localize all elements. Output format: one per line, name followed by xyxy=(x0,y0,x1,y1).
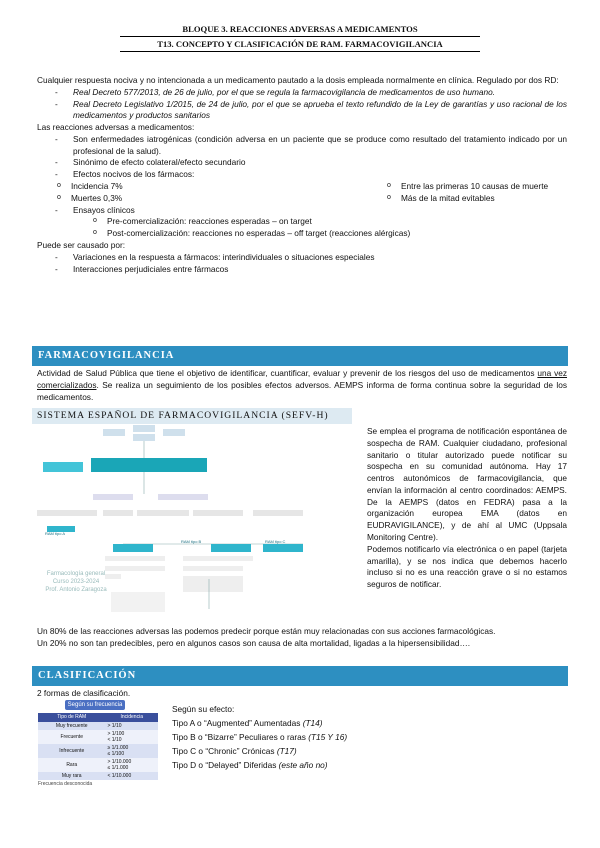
list-item: o Más de la mitad evitables xyxy=(367,193,548,205)
efecto-section xyxy=(172,702,472,772)
list-item: - Son enfermedades iatrogénicas (condición adversa en un paciente que se produce como resultado del tratamiento indicado por un profesional de la salud). xyxy=(37,134,567,158)
table-header: Tipo de RAM xyxy=(57,714,87,720)
sefv-diagram xyxy=(33,424,357,620)
list-item: - Real Decreto 577/2013, de 26 de julio, por el que se regula la farmacovigilancia de medicamentos de uso humano. xyxy=(37,87,567,99)
intro-section xyxy=(37,75,567,275)
tipo-item: Tipo A o “Augmented” Aumentadas (T14) xyxy=(172,718,323,728)
underlined-text: una vez comercializados xyxy=(37,368,568,390)
frequency-table xyxy=(38,700,158,788)
diagram-watermark: Farmacología general Curso 2023-2024 Prof. Antonio Zaragoza xyxy=(45,571,107,593)
ram-heading: Las reacciones adversas a medicamentos: xyxy=(37,122,195,133)
sefv-paragraph: Podemos notificarlo vía electrónica o en papel (tarjeta amarilla), y se nos indica que debemos hacerlo incluso si no es una reacción grave o si no estamos seguros de notificar. xyxy=(367,543,567,590)
tipo-item: Tipo C o “Chronic” Crónicas (T17) xyxy=(172,746,297,756)
table-row xyxy=(38,730,158,744)
list-item: - Ensayos clínicos xyxy=(37,205,567,217)
section-band-clasificacion: CLASIFICACIÓN xyxy=(32,666,568,686)
table-footer: Frecuencia desconocida xyxy=(38,781,93,788)
efecto-heading: Según su efecto: xyxy=(172,704,235,714)
clasif-intro: 2 formas de clasificación. xyxy=(37,688,131,698)
table-header: Incidencia xyxy=(120,714,143,720)
list-item: - Efectos nocivos de los fármacos: xyxy=(37,169,567,181)
list-item: o Muertes 0,3% xyxy=(37,193,367,205)
tipo-item: Tipo D o “Delayed” Diferidas (este año no) xyxy=(172,760,328,770)
list-item: o Post-comercialización: reacciones no esperadas – off target (reacciones alérgicas) xyxy=(73,228,567,240)
sefv-paragraph: Se emplea el programa de notificación espontánea de sospecha de RAM. Cualquier ciudadano, profesional sanitario o titular autorizado puede notificar su sospecha en su comunidad autónoma. Hay 17 centros autonómicos de farmacovigilancia, que envían la información al centro coordinados: AEMPS. De la AEMPS (datos en FEDRA) pasa a la organización europea EMA (datos en EUDRAVIGILANCE), y de ahí al UMC (Uppsala Monitoring Centre). xyxy=(367,426,567,543)
table-cell: Frecuente xyxy=(60,734,83,741)
table-cell: > 1/10.000 ≤ 1/1.000 xyxy=(107,759,132,772)
table-row xyxy=(38,722,158,730)
header-subtitle: T13. CONCEPTO Y CLASIFICACIÓN DE RAM. FARMACOVIGILANCIA xyxy=(120,36,480,52)
table-row xyxy=(38,744,158,758)
list-item: o Entre las primeras 10 causas de muerte xyxy=(367,181,548,193)
intro-definition: Cualquier respuesta nociva y no intencionada a un medicamento pautado a la dosis empleada normalmente en clínica. Regulado por dos RD: xyxy=(37,75,559,85)
table-cell: ≥ 1/1.000 ≤ 1/100 xyxy=(107,745,129,758)
section-band-farmacovigilancia: FARMACOVIGILANCIA xyxy=(32,346,568,366)
table-cell: Rara xyxy=(66,762,78,769)
list-item: - Variaciones en la respuesta a fármacos: interindividuales o situaciones especiales xyxy=(37,252,567,264)
prediction-80: Un 80% de las reacciones adversas las podemos predecir porque están muy relacionadas con sus acciones farmacológicas. xyxy=(37,626,496,636)
table-row xyxy=(38,772,158,780)
list-item: - Sinónimo de efecto colateral/efecto secundario xyxy=(37,157,567,169)
diagram-label: RAM tipo A xyxy=(45,531,66,536)
sefv-heading: SISTEMA ESPAÑOL DE FARMACOVIGILANCIA (SEFV-H) xyxy=(32,408,352,424)
table-cell: < 1/10.000 xyxy=(107,773,132,780)
table-title: Según su frecuencia xyxy=(65,700,125,710)
farma-definition: Actividad de Salud Pública que tiene el objetivo de identificar, cuantificar, evaluar y prevenir de los riesgos del uso de medicamentos una vez comercializados. Se realiza un seguimiento de los posibles efectos adversos. AEMPS informa de forma continua sobre la seguridad de los medicamentos. xyxy=(37,368,568,402)
table-cell: Muy rara xyxy=(61,773,82,780)
prediction-section xyxy=(37,626,567,650)
table-cell: Muy frecuente xyxy=(55,723,88,730)
table-cell: > 1/10 xyxy=(107,723,122,730)
tipo-item: Tipo B o “Bizarre” Peculiares o raras (T15 Y 16) xyxy=(172,732,348,742)
list-item: o Pre-comercialización: reacciones esperadas – on target xyxy=(73,216,567,228)
table-cell: Infrecuente xyxy=(59,748,85,755)
list-item: - Real Decreto Legislativo 1/2015, de 24 de julio, por el que se aprueba el texto refundido de la Ley de garantías y uso racional de los medicamentos y productos sanitarios xyxy=(37,99,567,123)
prediction-20: Un 20% no son tan predecibles, pero en algunos casos son causa de alta mortalidad, ligadas a la hipersensibilidad…. xyxy=(37,637,471,648)
list-item: o Incidencia 7% xyxy=(37,181,367,193)
table-row xyxy=(38,758,158,772)
diagram-label: RAM tipo C xyxy=(265,539,286,544)
list-item: - Interacciones perjudiciales entre fármacos xyxy=(37,264,567,276)
table-cell: > 1/100 < 1/10 xyxy=(107,731,125,744)
header-title: BLOQUE 3. REACCIONES ADVERSAS A MEDICAMENTOS xyxy=(182,24,418,34)
causas-heading: Puede ser causado por: xyxy=(37,239,126,250)
sefv-text xyxy=(367,426,567,591)
diagram-label: RAM tipo B xyxy=(181,539,202,544)
